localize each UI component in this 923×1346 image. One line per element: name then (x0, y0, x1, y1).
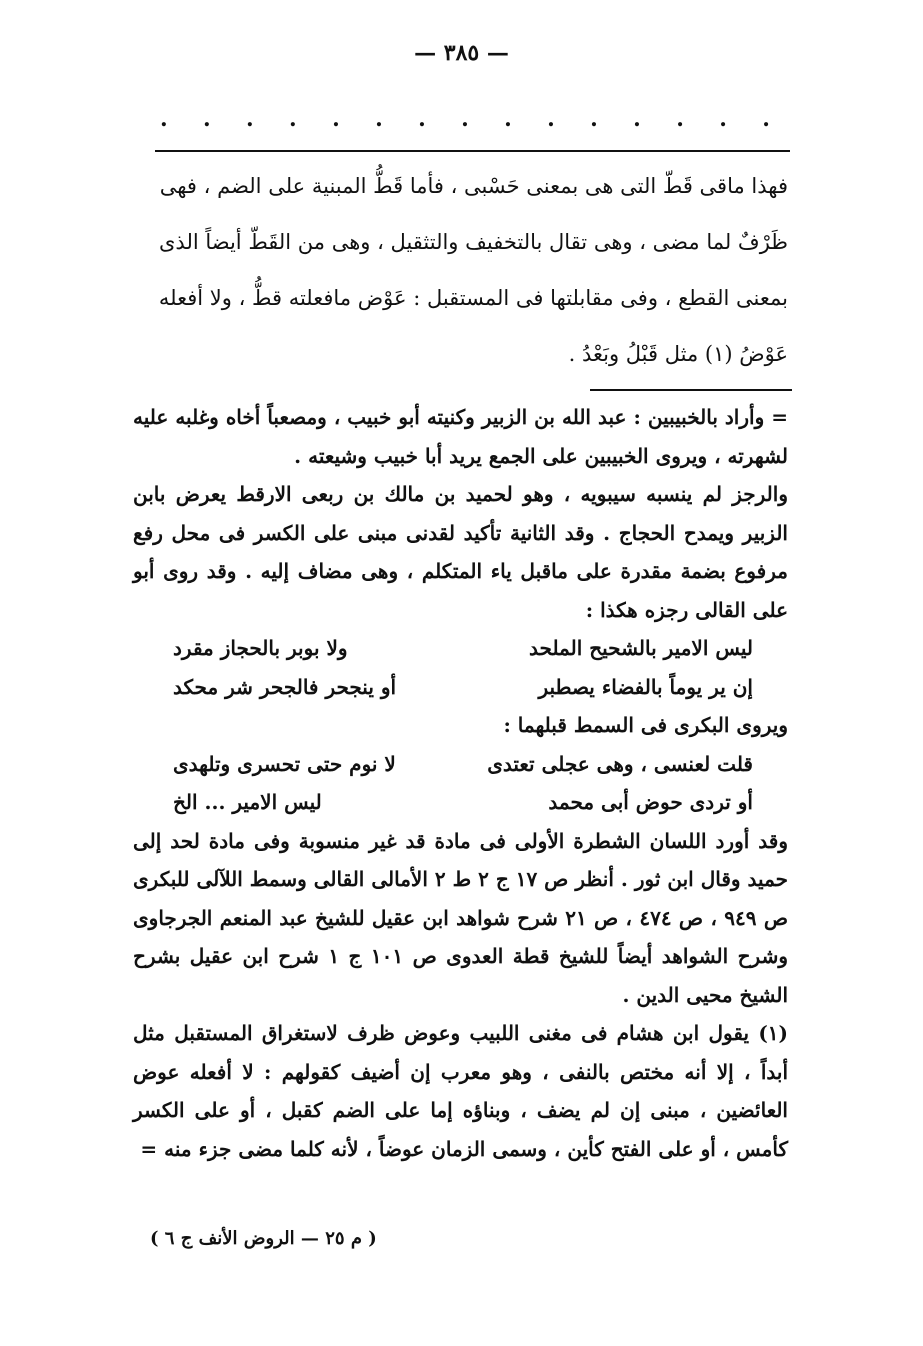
dot: . (504, 106, 512, 132)
dot: . (676, 106, 684, 132)
verse-line (133, 745, 788, 784)
dot: . (762, 106, 770, 132)
dot: . (590, 106, 598, 132)
main-line: بمعنى القطع ، وفى مقابلتها فى المستقبل : عَوْض مافعلته قطُّ ، ولا أفعله (158, 286, 788, 310)
signature-footer: ( م ٢٥ — الروض الأنف ج ٦ ) (150, 1228, 377, 1249)
dot: . (418, 106, 426, 132)
dot-separator (160, 106, 770, 132)
dot: . (203, 106, 211, 132)
dot: . (332, 106, 340, 132)
note-paragraph: = وأراد بالخبيبين : عبد الله بن الزبير وكنيته أبو خبيب ، ومصعباً أخاه وغلبه عليه لشهرته ، ويروى الخبيبين على الجمع يريد أبا خبيب وشيعته . (133, 405, 788, 468)
verse-hemistich: ولا بوبر بالحجاز مقرد (173, 636, 348, 660)
verse-hemistich: أو ينجحر فالجحر شر محكد (173, 674, 397, 699)
top-rule (155, 150, 790, 152)
dot: . (719, 106, 727, 132)
verse-line (133, 629, 788, 668)
main-line: فهذا ماقى قَطّ التى هى بمعنى حَسْبى ، فأما قَطُّ المبنية على الضم ، فهى (159, 174, 788, 198)
verse-hemistich: أو تردى حوض أبى محمد (548, 790, 753, 814)
dot: . (461, 106, 469, 132)
dot: . (375, 106, 383, 132)
dot: . (547, 106, 555, 132)
verse-line (133, 668, 788, 707)
note-paragraph: ويروى البكرى فى السمط قبلهما : (503, 713, 788, 737)
verse-hemistich: ليس الامير ... الخ (173, 790, 322, 814)
verse-line (133, 783, 788, 822)
footnote-rule (590, 389, 792, 391)
dot: . (289, 106, 297, 132)
page-number: — ٣٨٥ — (414, 40, 509, 66)
main-line: ظَرْفٌ لما مضى ، وهى تقال بالتخفيف والتثقيل ، وهى من القَطّ أيضاً الذى (158, 230, 788, 254)
verse-hemistich: قلت لعنسى ، وهى عجلى تعتدى (487, 751, 753, 776)
verse-hemistich: إن ير يوماً بالفضاء يصطبر (538, 674, 753, 699)
dot: . (160, 106, 168, 132)
footnotes (133, 398, 788, 1168)
verse-hemistich: لا نوم حتى تحسرى وتلهدى (173, 751, 396, 776)
main-line: عَوْضُ (١) مثل قَبْلُ وبَعْدُ . (568, 342, 788, 366)
main-text (148, 158, 788, 382)
note-paragraph: وقد أورد اللسان الشطرة الأولى فى مادة قد غير منسوبة وفى مادة لحد إلى حميد وقال ابن ثور . أنظر ص ١٧ ج ٢ ط ٢ الأمالى القالى وسمط اللآلى للبكرى ص ٩٤٩ ، ص ٤٧٤ ، ص ٢١ شرح شواهد ابن عقيل للشيخ عبد المنعم الجرجاوى وشرح الشواهد أيضاً للشيخ قطة العدوى ص ١٠١ ج ١ شرح ابن عقيل بشرح الشيخ محيى الدين . (133, 828, 789, 1007)
dot: . (633, 106, 641, 132)
note-paragraph: والرجز لم ينسبه سيبويه ، وهو لحميد بن مالك بن ربعى الارقط يعرض بابن الزبير ويمدح الحجاج . وقد الثانية تأكيد لقدنى مبنى على الكسر فى محل رفع مرفوع بضمة مقدرة على ماقبل ياء المتكلم ، وهى مضاف إليه . وقد روى أبو على القالى رجزه هكذا : (133, 482, 788, 622)
dot: . (246, 106, 254, 132)
verse-hemistich: ليس الامير بالشحيح الملحد (529, 636, 753, 660)
note-paragraph: (١) يقول ابن هشام فى مغنى اللبيب وعوض ظرف لاستغراق المستقبل مثل أبداً ، إلا أنه مختص بالنفى ، وهو معرب إن أضيف كقولهم : لا أفعله عوض العائضين ، مبنى إن لم يضف ، وبناؤه إما على الضم كقبل ، أو على الكسر كأمس ، أو على الفتح كأين ، وسمى الزمان عوضاً ، لأنه كلما مضى جزء منه = (133, 1021, 788, 1161)
